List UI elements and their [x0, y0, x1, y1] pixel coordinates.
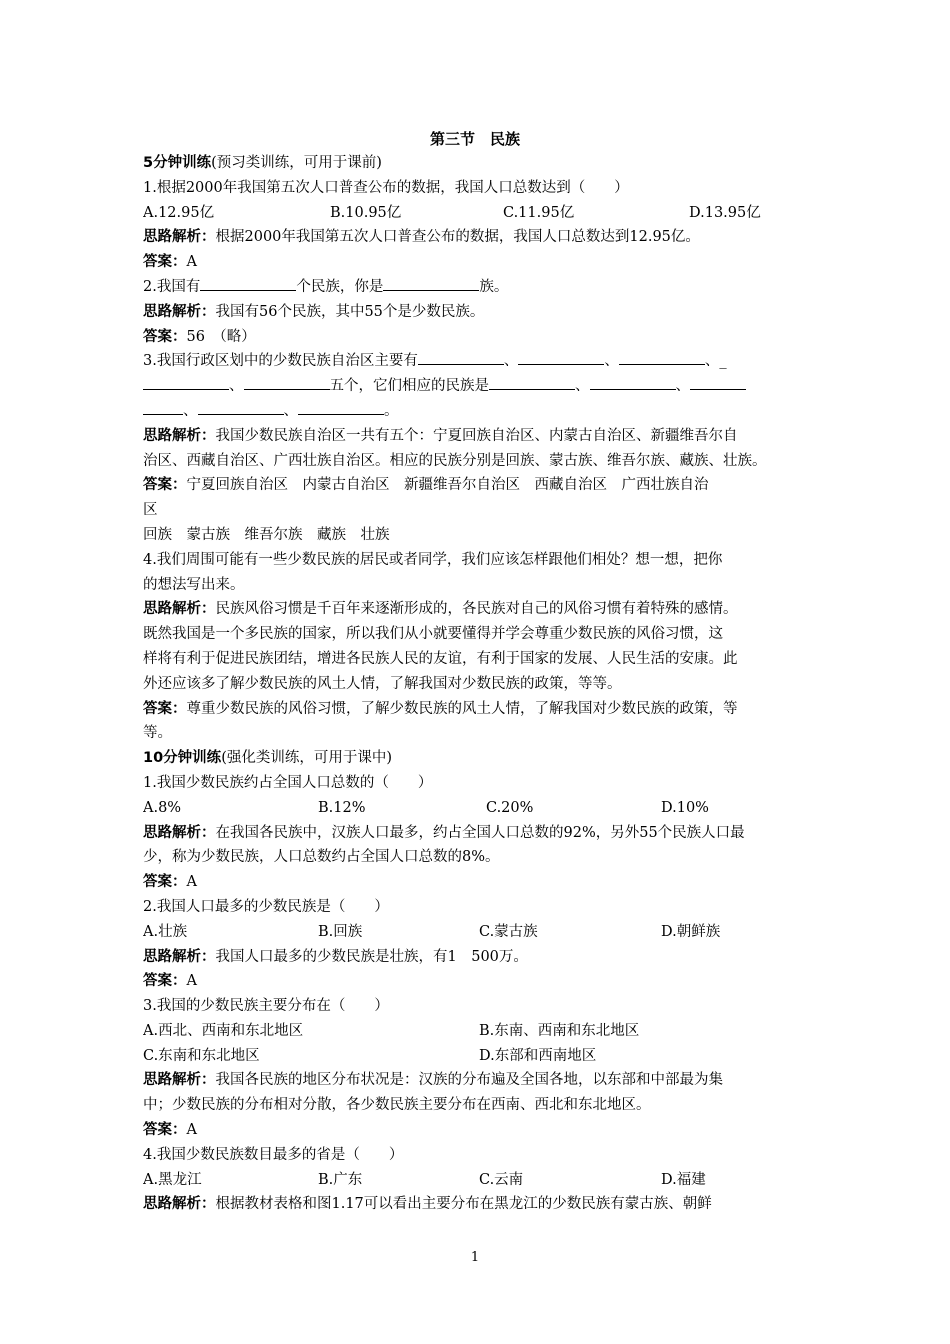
- fill-blank: [298, 400, 384, 415]
- question-stem: 2.我国人口最多的少数民族是（ ）: [143, 898, 389, 915]
- fill-blank: [244, 375, 330, 390]
- answer-text: A: [186, 874, 197, 891]
- stem-part: 五个，它们相应的民族是: [329, 378, 489, 395]
- analysis-label: 思路解析：: [143, 229, 216, 246]
- option-d: D.13.95亿: [689, 204, 761, 221]
- options-row: [143, 201, 813, 226]
- separator: 。: [384, 402, 399, 419]
- separator: 、: [575, 378, 590, 395]
- analysis-line: 既然我国是一个多民族的国家，所以我们从小就要懂得并学会尊重少数民族的风俗习惯，这: [143, 626, 723, 643]
- options-row: [143, 1168, 813, 1193]
- analysis-label: 思路解析：: [143, 1072, 216, 1089]
- answer-label: 答案：: [143, 254, 187, 271]
- fill-blank: [619, 350, 705, 365]
- answer-line: [143, 969, 813, 994]
- answer-line: [143, 473, 813, 498]
- fill-blank: [418, 350, 504, 365]
- question-stem-cont: 的想法写出来。: [143, 576, 245, 593]
- answer-text: 尊重少数民族的风俗习惯，了解少数民族的风土人情，了解我国对少数民族的政策，等: [186, 700, 738, 717]
- option-a: A.壮族: [143, 923, 188, 940]
- question-stem: 1.我国少数民族约占全国人口总数的（ ）: [143, 774, 433, 791]
- answer-text: 56 （略）: [186, 328, 256, 345]
- analysis-text: 在我国各民族中，汉族人口最多，约占全国人口总数的92%，另外55个民族人口最: [215, 824, 745, 841]
- separator: 、: [604, 353, 619, 370]
- answer-label: 答案：: [143, 328, 187, 345]
- answer-text: A: [186, 254, 197, 271]
- separator: 、: [675, 378, 690, 395]
- stem-part: 2.我国有: [143, 278, 201, 295]
- section-heading-label: 5分钟训练: [143, 155, 212, 171]
- analysis-text: 民族风俗习惯是千百年来逐渐形成的，各民族对自己的风俗习惯有着特殊的感情。: [215, 601, 738, 618]
- question-stem: [143, 349, 813, 374]
- question-stem-cont: [143, 374, 813, 399]
- answer-line: [143, 325, 813, 350]
- answer-label: 答案：: [143, 973, 187, 990]
- analysis-line: [143, 300, 813, 325]
- stem-part: 族。: [479, 278, 509, 295]
- fill-blank: [489, 375, 575, 390]
- analysis-text: 我国少数民族自治区一共有五个：宁夏回族自治区、内蒙古自治区、新疆维吾尔自: [215, 427, 738, 444]
- fill-blank: [200, 276, 296, 291]
- analysis-label: 思路解析：: [143, 1196, 216, 1213]
- options-row: [143, 1019, 813, 1044]
- section-title: 第三节 民族: [429, 130, 520, 148]
- answer-line: [143, 697, 813, 722]
- separator: 、: [503, 353, 519, 370]
- answer-line: [143, 1118, 813, 1143]
- question-stem: 4.我国少数民族数目最多的省是（ ）: [143, 1146, 404, 1163]
- question-stem: 1.根据2000年我国第五次人口普查公布的数据，我国人口总数达到（ ）: [143, 179, 629, 196]
- analysis-text: 根据2000年我国第五次人口普查公布的数据，我国人口总数达到12.95亿。: [215, 229, 700, 246]
- document-body: [143, 151, 813, 1217]
- section-heading-5min: [143, 151, 813, 176]
- analysis-line: 外还应该多了解少数民族的风土人情，了解我国对少数民族的政策，等等。: [143, 675, 622, 692]
- analysis-line: [143, 424, 813, 449]
- answer-text: A: [186, 973, 197, 990]
- option-b: B.回族: [318, 923, 363, 940]
- analysis-line: 少，称为少数民族，人口总数约占全国人口总数的8%。: [143, 849, 500, 866]
- section-heading-note: (预习类训练，可用于课前): [211, 155, 382, 171]
- option-c: C.20%: [486, 799, 534, 816]
- option-c: C.东南和东北地区: [143, 1047, 260, 1064]
- answer-text: A: [186, 1122, 197, 1139]
- page-number: 1: [470, 1250, 480, 1265]
- option-b: B.广东: [318, 1171, 363, 1188]
- option-d: D.10%: [661, 799, 709, 816]
- analysis-text: 我国人口最多的少数民族是壮族，有1 500万。: [215, 948, 528, 965]
- option-a: A.12.95亿: [143, 204, 215, 221]
- option-a: A.西北、西南和东北地区: [143, 1022, 304, 1039]
- analysis-label: 思路解析：: [143, 601, 216, 618]
- analysis-line: 治区、西藏自治区、广西壮族自治区。相应的民族分别是回族、蒙古族、维吾尔族、藏族、壮族。: [143, 452, 767, 469]
- answer-label: 答案：: [143, 700, 187, 717]
- options-row: [143, 1044, 813, 1069]
- option-d: D.东部和西南地区: [479, 1047, 597, 1064]
- options-row: [143, 796, 813, 821]
- fill-blank: [690, 375, 746, 390]
- question-stem: 4.我们周围可能有一些少数民族的居民或者同学，我们应该怎样跟他们相处？想一想，把你: [143, 551, 723, 568]
- analysis-label: 思路解析：: [143, 427, 216, 444]
- stem-part: 3.我国行政区划中的少数民族自治区主要有: [143, 353, 418, 370]
- separator: 、: [229, 378, 244, 395]
- option-a: A.黑龙江: [143, 1171, 202, 1188]
- analysis-text: 根据教材表格和图1.17可以看出主要分布在黑龙江的少数民族有蒙古族、朝鲜: [215, 1196, 712, 1213]
- option-d: D.朝鲜族: [661, 923, 721, 940]
- separator: 、: [283, 402, 298, 419]
- answer-text: 宁夏回族自治区 内蒙古自治区 新疆维吾尔自治区 西藏自治区 广西壮族自治: [186, 477, 709, 494]
- separator: 、: [183, 402, 198, 419]
- option-a: A.8%: [143, 799, 182, 816]
- analysis-label: 思路解析：: [143, 948, 216, 965]
- option-c: C.11.95亿: [503, 204, 575, 221]
- fill-blank: [590, 375, 676, 390]
- fill-blank: [143, 375, 229, 390]
- analysis-line: [143, 597, 813, 622]
- analysis-line: [143, 945, 813, 970]
- analysis-line: 中；少数民族的分布相对分散，各少数民族主要分布在西南、西北和东北地区。: [143, 1097, 651, 1114]
- answer-line: 回族 蒙古族 维吾尔族 藏族 壮族: [143, 526, 390, 543]
- answer-label: 答案：: [143, 1122, 187, 1139]
- section-heading-label: 10分钟训练: [143, 750, 222, 767]
- analysis-line: [143, 821, 813, 846]
- section-heading-10min: [143, 746, 813, 771]
- analysis-text: 我国有56个民族，其中55个是少数民族。: [215, 303, 485, 320]
- answer-line: [143, 870, 813, 895]
- answer-line: [143, 250, 813, 275]
- option-b: B.12%: [318, 799, 366, 816]
- separator: 、_: [704, 353, 727, 370]
- question-stem: 3.我国的少数民族主要分布在（ ）: [143, 998, 389, 1015]
- fill-blank: [198, 400, 284, 415]
- option-b: B.10.95亿: [330, 204, 402, 221]
- fill-blank: [518, 350, 604, 365]
- analysis-label: 思路解析：: [143, 303, 216, 320]
- analysis-line: [143, 1192, 813, 1217]
- option-c: C.蒙古族: [479, 923, 538, 940]
- analysis-line: [143, 1068, 813, 1093]
- answer-line: 等。: [143, 725, 172, 742]
- option-d: D.福建: [661, 1171, 706, 1188]
- section-heading-note: (强化类训练，可用于课中): [221, 750, 393, 767]
- question-stem: [143, 275, 813, 300]
- option-b: B.东南、西南和东北地区: [479, 1022, 640, 1039]
- options-row: [143, 920, 813, 945]
- answer-line: 区: [143, 502, 158, 519]
- analysis-text: 我国各民族的地区分布状况是：汉族的分布遍及全国各地，以东部和中部最为集: [215, 1072, 723, 1089]
- answer-label: 答案：: [143, 477, 187, 494]
- fill-blank: [143, 400, 183, 415]
- option-c: C.云南: [479, 1171, 524, 1188]
- analysis-line: 样将有利于促进民族团结，增进各民族人民的友谊，有利于国家的发展、人民生活的安康。此: [143, 650, 738, 667]
- analysis-line: [143, 225, 813, 250]
- analysis-label: 思路解析：: [143, 824, 216, 841]
- question-stem-cont: [143, 399, 813, 424]
- answer-label: 答案：: [143, 874, 187, 891]
- stem-part: 个民族，你是: [296, 278, 384, 295]
- fill-blank: [383, 276, 479, 291]
